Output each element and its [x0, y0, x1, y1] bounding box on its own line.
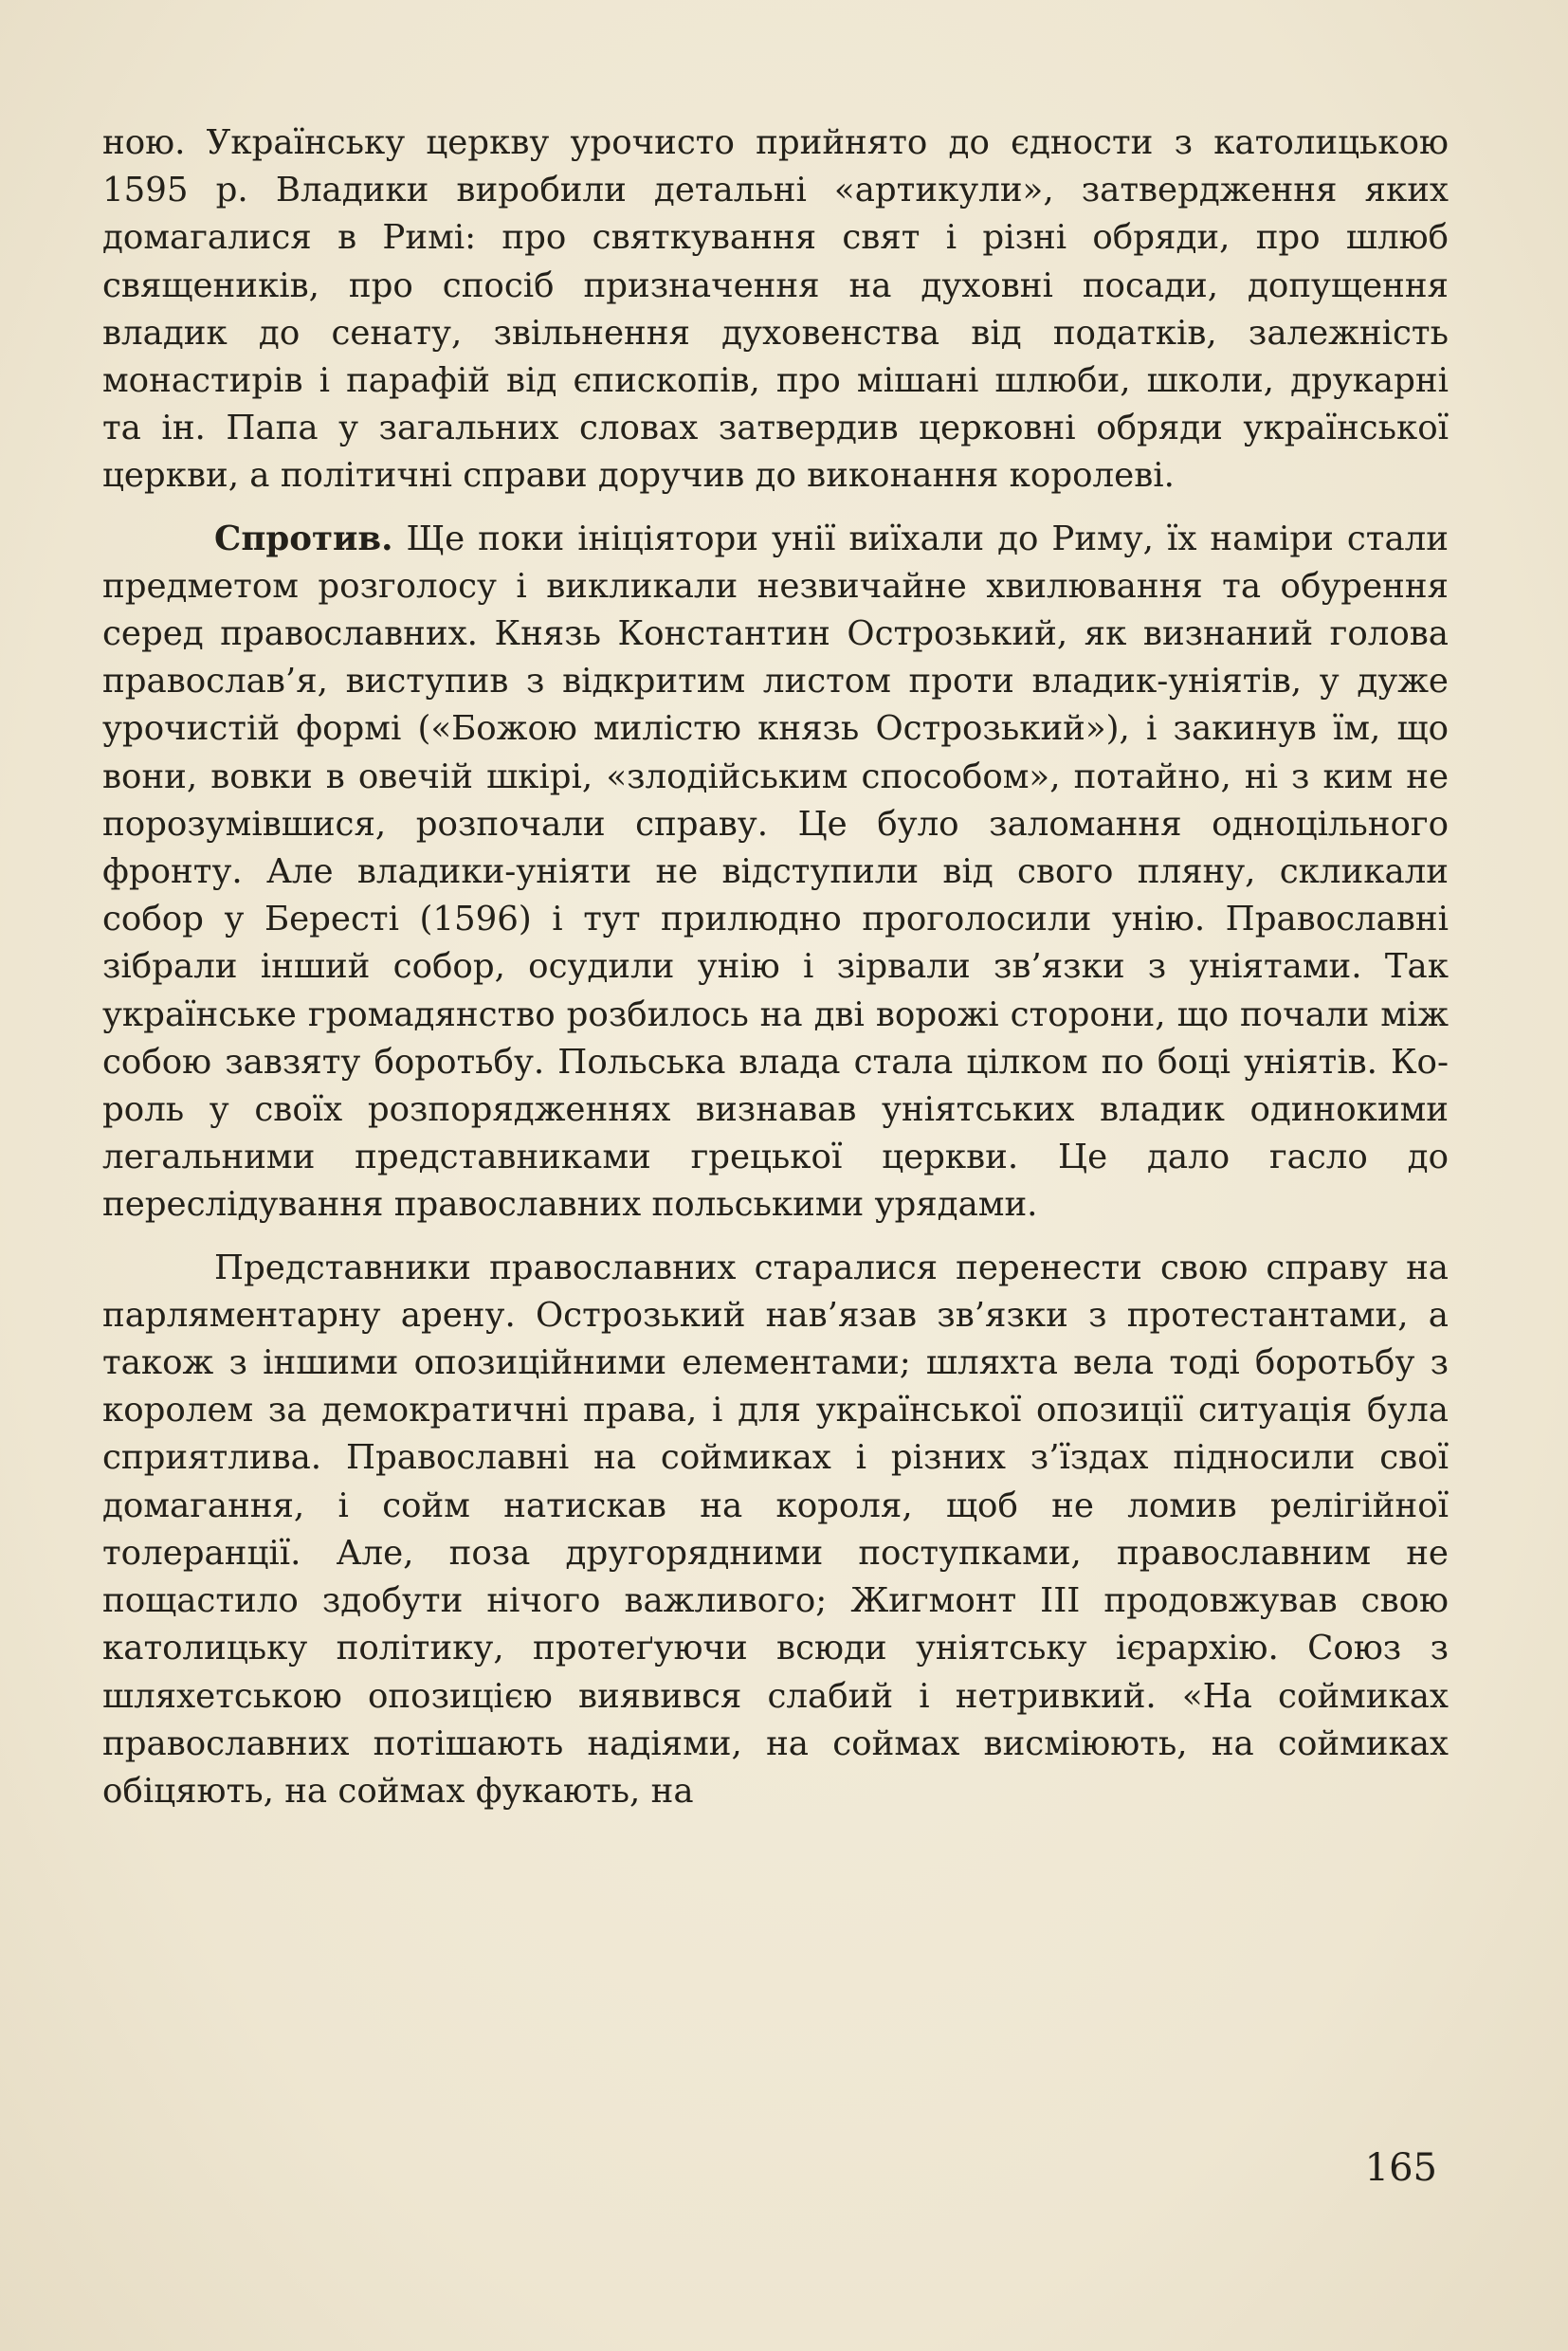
paragraph-text: Представники православних старалися перенести свою справу на парляментарну арену. Острозький нав’язав зв’язки з протестантами, а також з іншими опозиційними елементами; шляхта вела тоді боротьбу з королем за демократичні права, і для української опозиції ситуація була сприятлива. Православні на соймиках і різних з’їздах підносили свої домагання, і сойм натискав на короля, щоб не ломив релігійної толеранції. Але, поза другорядними поступками, православним не пощастило здобути нічого важливого; Жигмонт III продовжував свою католицьку політику, протеґуючи всюди уніятську ієрархію. Союз з шляхетською опозицією виявився слабий і нетривкий. «На соймиках православних потішають надіями, на соймах висміюють, на соймиках обіцяють, на соймах фукають, на: [102, 1248, 1449, 1811]
paragraph-text: Ще поки ініціятори унії виїхали до Риму, їх наміри стали предметом розголосу і викликали незвичайне хвилювання та обурення серед православних. Князь Константин Острозький, як визнаний голова православ’я, виступив з відкритим листом проти владик-уніятів, у дуже урочистій формі («Божою милістю князь Острозький»), і закинув їм, що вони, вовки в овечій шкірі, «злодійським способом», потайно, ні з ким не порозумівшися, розпочали справу. Це було заломання одноцільного фронту. Але владики-уніяти не відступили від свого пляну, скликали собор у Бересті (1596) і тут прилюдно проголосили унію. Православні зібрали інший собор, осудили унію і зірвали зв’язки з уніятами. Так українське громадянство розбилось на дві ворожі сторони, що почали між собою завзяту боротьбу. Польська влада стала цілком по боці уніятів. Король у своїх розпорядженнях визнавав уніятських владик одинокими легальними представниками грецької церкви. Це дало гасло до переслідування православних польськими урядами.: [102, 519, 1449, 1225]
paragraph-resistance: [102, 516, 1449, 1230]
body-text: [102, 119, 1449, 1815]
page-number: 165: [1364, 2146, 1437, 2190]
paragraph-union-acceptance: [102, 119, 1449, 501]
paragraph-text: ною. Українську церкву урочисто прийнято до єдности з католицькою 1595 р. Владики виробили детальні «артикули», затвердження яких домагалися в Римі: про святкування свят і різні обряди, про шлюб священиків, про спосіб призначення на духовні посади, допущення владик до сенату, звільнення духовенства від податків, залежність монастирів і парафій від єпископів, про мішані шлюби, школи, друкарні та ін. Папа у загальних словах затвердив церковні обряди української церкви, а політичні справи доручив до виконання королеві.: [102, 123, 1449, 496]
section-heading-resistance: Спротив.: [214, 519, 393, 558]
paragraph-parliamentary-arena: [102, 1245, 1449, 1815]
